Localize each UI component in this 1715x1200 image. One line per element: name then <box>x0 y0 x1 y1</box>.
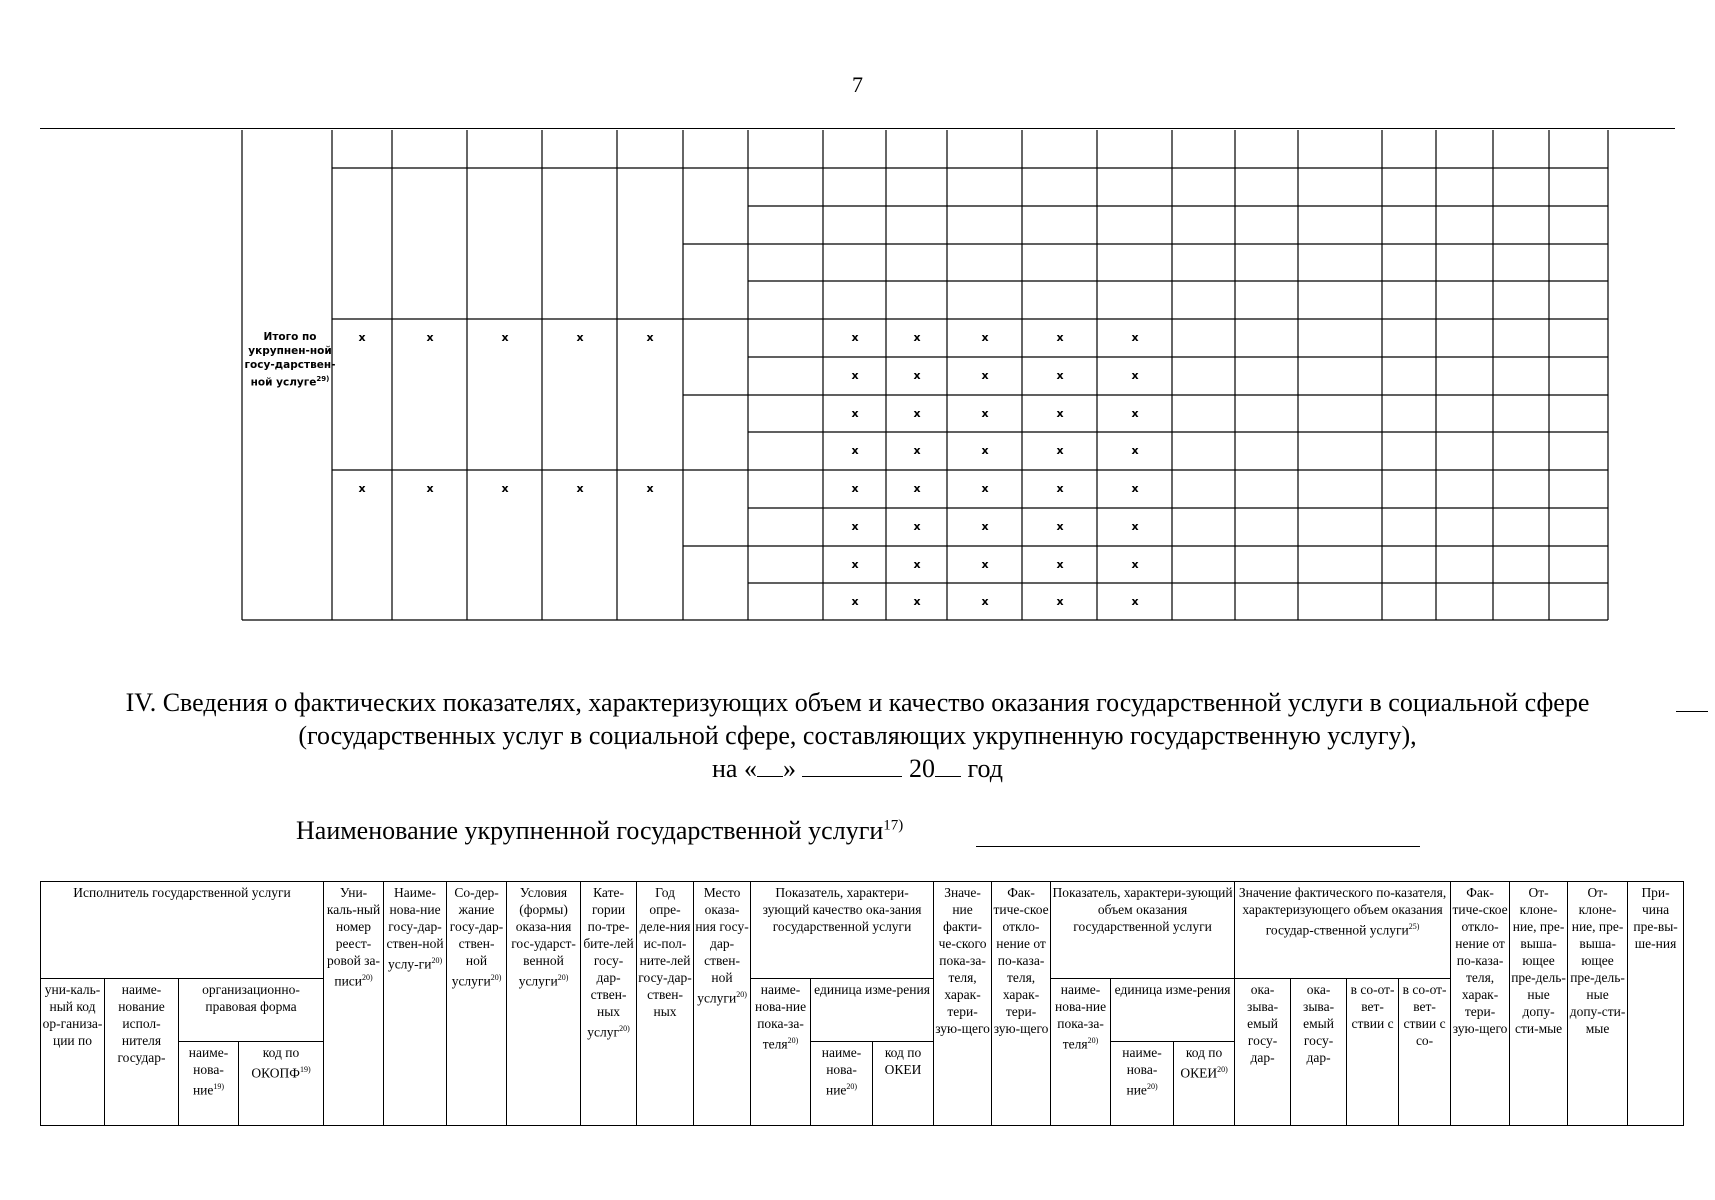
x-mark: x <box>646 331 654 344</box>
x-mark: x <box>576 331 584 344</box>
x-mark: x <box>981 331 989 344</box>
x-mark: x <box>426 331 434 344</box>
heading-trailing-line <box>1676 711 1708 712</box>
x-mark: x <box>851 595 859 608</box>
year-exec-header: Год опре-деле-ния ис-пол-ните-лей госу-дар-ствен-ных <box>637 882 694 1126</box>
volume-ind-name-header: наиме-нова-ние пока-за-теля$^{20)}$ <box>1051 979 1111 1126</box>
x-mark: x <box>851 369 859 382</box>
volume-unit-name-header: наиме-нова-ние$^{20)}$ <box>1111 1042 1174 1126</box>
x-mark: x <box>851 520 859 533</box>
x-mark: x <box>913 482 921 495</box>
x-mark: x <box>1056 369 1064 382</box>
indicators-header-table <box>40 881 1684 1126</box>
x-mark: x <box>913 369 921 382</box>
volume-okei-header: код по ОКЕИ$^{20)}$ <box>1174 1042 1235 1126</box>
org-form-header: организационно-правовая форма <box>179 979 324 1042</box>
x-mark: x <box>1056 482 1064 495</box>
x-mark: x <box>1056 444 1064 457</box>
x-mark: x <box>851 331 859 344</box>
volume-sub-d: в со-от-вет-ствии с со- <box>1399 979 1451 1126</box>
dev-exceed-2-header: От-клоне-ние, пре-выша-ющее пре-дель-ные допу-сти-мые <box>1568 882 1628 1126</box>
x-mark: x <box>501 482 509 495</box>
x-mark: x <box>851 444 859 457</box>
x-mark: x <box>1056 558 1064 571</box>
dev-exceed-1-header: От-клоне-ние, пре-выша-ющее пре-дель-ные допу-сти-мые <box>1510 882 1568 1126</box>
x-mark: x <box>913 407 921 420</box>
reason-header: При-чина пре-вы-ше-ния <box>1628 882 1684 1126</box>
x-mark: x <box>576 482 584 495</box>
x-mark: x <box>1056 407 1064 420</box>
x-mark: x <box>981 595 989 608</box>
volume-sub-a: ока-зыва-емый госу-дар- <box>1235 979 1291 1126</box>
place-header: Место оказа-ния госу-дар-ствен-ной услуги$^{20)}$ <box>694 882 751 1126</box>
x-mark: x <box>851 558 859 571</box>
x-mark: x <box>981 482 989 495</box>
x-mark: x <box>1131 558 1139 571</box>
x-mark: x <box>913 520 921 533</box>
service-title-header: Наиме-нова-ние госу-дар-ствен-ной услу-$ги^{20)}$ <box>384 882 447 1126</box>
x-mark: x <box>1131 331 1139 344</box>
section-heading-date: на « » 20 год <box>712 754 1003 783</box>
page-number: 7 <box>852 72 863 97</box>
total-row-label: Итого по укрупнен-ной госу-дарствен-ной услуге$^{29)}$ <box>244 331 336 389</box>
section-heading-line2: (государственных услуг в социальной сфере, составляющих укрупненную государственную услугу), <box>298 721 1417 750</box>
x-mark: x <box>1131 407 1139 420</box>
volume-sub-b: ока-зыва-емый госу-дар- <box>1291 979 1347 1126</box>
x-mark: x <box>981 444 989 457</box>
x-mark: x <box>913 558 921 571</box>
okopf-header: код по ОКОПФ$^{19)}$ <box>239 1042 324 1126</box>
org-form-name-header: наиме-нова-ние$^{19)}$ <box>179 1042 239 1126</box>
x-mark: x <box>851 482 859 495</box>
actual-deviation-header: Фак-тиче-ское откло-нение от по-каза-теля, харак-тери-зую-щего <box>992 882 1051 1126</box>
actual-dev-vol-header: Фак-тиче-ское откло-нение от по-каза-теля, харак-тери-зую-щего <box>1451 882 1510 1126</box>
content-header: Со-дер-жание госу-дар-ствен-ной услуги$^{20)}$ <box>447 882 507 1126</box>
volume-value-header: Значение фактического по-казателя, характеризующего объем оказания государ-ственной услуги$^{25)}$ <box>1235 882 1451 979</box>
quality-okei-header: код по ОКЕИ <box>873 1042 934 1126</box>
volume-indicator-header: Показатель, характери-зующий объем оказания государственной услуги <box>1051 882 1235 979</box>
x-mark: x <box>646 482 654 495</box>
volume-unit-header: единица изме-рения <box>1111 979 1235 1042</box>
service-name-fill-line <box>976 846 1420 847</box>
quality-unit-name-header: наиме-нова-ние$^{20)}$ <box>811 1042 873 1126</box>
x-mark: x <box>358 482 366 495</box>
executor-name-header: наиме-нование испол-нителя государ- <box>105 979 179 1126</box>
x-mark: x <box>981 407 989 420</box>
unique-code-header: уни-каль-ный код ор-ганиза-ции по <box>41 979 105 1126</box>
quality-indicator-header: Показатель, характери-зующий качество ока-зания государственной услуги <box>751 882 934 979</box>
x-mark: x <box>1131 595 1139 608</box>
x-mark: x <box>501 331 509 344</box>
x-mark: x <box>1131 482 1139 495</box>
x-mark: x <box>851 407 859 420</box>
section-heading-line1: IV. Сведения о фактических показателях, характеризующих объем и качество оказания государственной услуги в социальной сфере <box>125 688 1590 717</box>
x-mark: x <box>981 558 989 571</box>
x-mark: x <box>358 331 366 344</box>
actual-value-header: Значе-ние факти-че-ского пока-за-теля, харак-тери-зую-щего <box>934 882 992 1126</box>
x-mark: x <box>1056 520 1064 533</box>
x-mark: x <box>913 331 921 344</box>
reg-number-header: Уни-каль-ный номер реест-ровой за-писи$^{20)}$ <box>324 882 384 1126</box>
x-mark: x <box>426 482 434 495</box>
x-mark: x <box>1056 595 1064 608</box>
service-name-label: Наименование укрупненной государственной услуги$^{17)}$ <box>296 816 904 845</box>
x-mark: x <box>1056 331 1064 344</box>
x-mark: x <box>1131 444 1139 457</box>
quality-unit-header: единица изме-рения <box>811 979 934 1042</box>
volume-sub-c: в со-от-вет-ствии с <box>1347 979 1399 1126</box>
quality-ind-name-header: наиме-нова-ние пока-за-теля$^{20)}$ <box>751 979 811 1126</box>
x-mark: x <box>913 444 921 457</box>
categories-header: Кате-гории по-тре-бите-лей госу-дар-ствен-ных услуг$^{20)}$ <box>581 882 637 1126</box>
x-mark: x <box>981 520 989 533</box>
x-mark: x <box>1131 520 1139 533</box>
executor-header: Исполнитель государственной услуги <box>41 882 324 979</box>
x-mark: x <box>1131 369 1139 382</box>
x-mark: x <box>913 595 921 608</box>
conditions-header: Условия (формы) оказа-ния гос-ударст-венной услуги$^{20)}$ <box>507 882 581 1126</box>
x-mark: x <box>981 369 989 382</box>
